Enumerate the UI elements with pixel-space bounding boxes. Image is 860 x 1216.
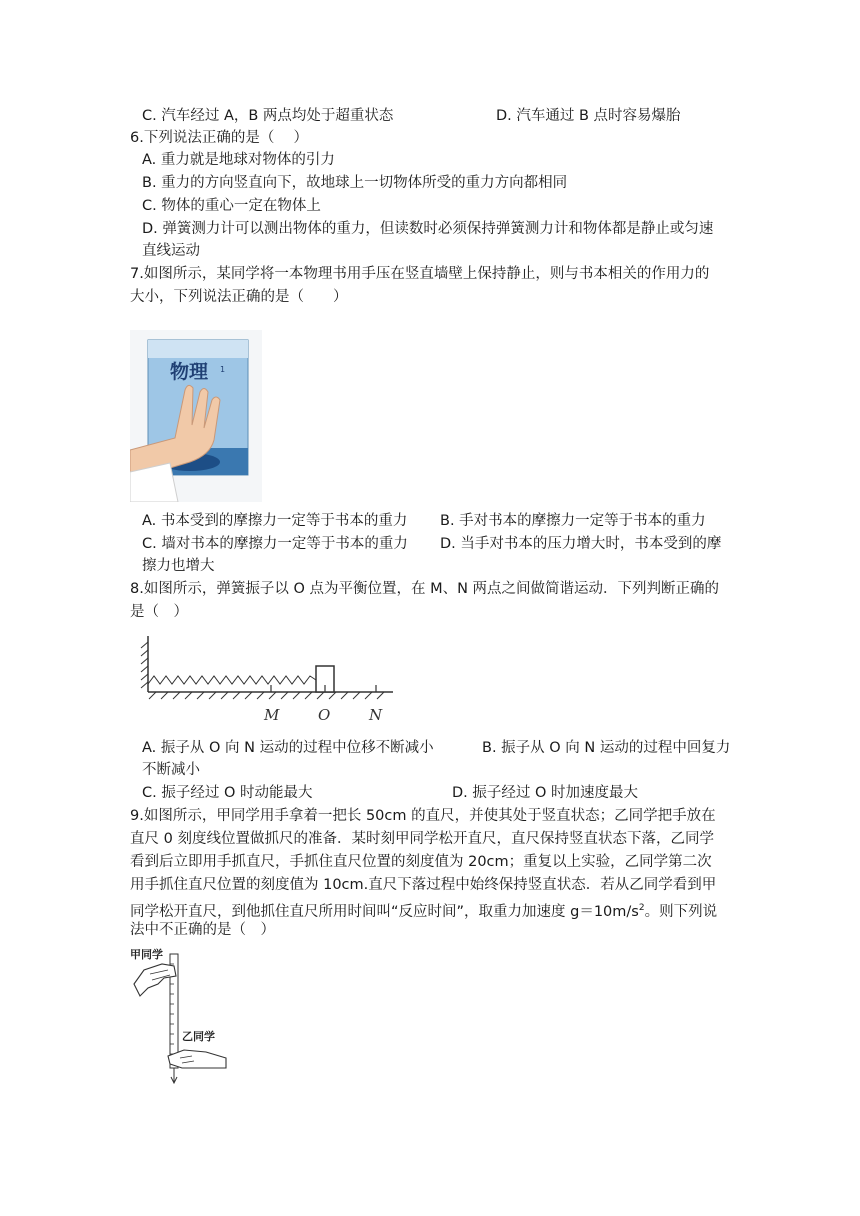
q8-option-d: D. 振子经过 O 时加速度最大 (452, 785, 639, 801)
q6-option-c: C. 物体的重心一定在物体上 (142, 198, 321, 214)
q9-stem-line1: 9.如图所示，甲同学用手拿着一把长 50cm 的直尺，并使其处于竖直状态；乙同学把手放在 (130, 808, 716, 824)
q5-option-c: C. 汽车经过 A，B 两点均处于超重状态 (142, 108, 394, 124)
q8-stem-line2: 是（ ） (130, 604, 188, 620)
q7-option-c: C. 墙对书本的摩擦力一定等于书本的重力 (142, 536, 408, 552)
ruler-drop-figure (128, 944, 240, 1084)
q8-option-c: C. 振子经过 O 时动能最大 (142, 785, 313, 801)
point-o-label: O (318, 706, 331, 724)
q6-option-d-line2: 直线运动 (142, 243, 200, 259)
q8-stem-line1: 8.如图所示，弹簧振子以 O 点为平衡位置，在 M、N 两点之间做简谐运动．下列判断正确的 (130, 581, 720, 597)
q7-option-b: B. 手对书本的摩擦力一定等于书本的重力 (440, 513, 706, 529)
q9-stem-line2: 直尺 0 刻度线位置做抓尺的准备．某时刻甲同学松开直尺，直尺保持竖直状态下落，乙同学 (130, 831, 714, 847)
q8-option-b: B. 振子从 O 向 N 运动的过程中回复力 (482, 740, 731, 756)
q5-option-d: D. 汽车通过 B 点时容易爆胎 (496, 108, 681, 124)
book-on-wall-figure (130, 330, 262, 502)
q8-option-b-line2: 不断减小 (142, 762, 200, 778)
q6-option-b: B. 重力的方向竖直向下，故地球上一切物体所受的重力方向都相同 (142, 175, 568, 191)
q6-option-a: A. 重力就是地球对物体的引力 (142, 152, 335, 168)
q9-stem-line6: 法中不正确的是（ ） (130, 922, 275, 938)
point-m-label: M (264, 706, 280, 724)
q9-stem-line5 (130, 898, 717, 922)
q7-stem-line1: 7.如图所示，某同学将一本物理书用手压在竖直墙壁上保持静止，则与书本相关的作用力的 (130, 266, 710, 282)
q7-stem-line2: 大小，下列说法正确的是（ ） (130, 289, 348, 305)
q6-stem: 6.下列说法正确的是（ ） (130, 130, 308, 146)
q9-stem-line5-text: 同学松开直尺，到他抓住直尺所用时间叫“反应时间”，取重力加速度 g＝10m/s (130, 903, 639, 920)
spring-oscillator-figure (138, 632, 400, 728)
book-volume-text: 1 (220, 365, 226, 374)
q8-option-a: A. 振子从 O 向 N 运动的过程中位移不断减小 (142, 740, 434, 756)
q9-stem-line5-tail: 。则下列说 (644, 903, 718, 920)
q7-option-d-line2: 擦力也增大 (142, 558, 215, 574)
q7-option-d-line1: D. 当手对书本的压力增大时，书本受到的摩 (440, 536, 722, 552)
point-n-label: N (369, 706, 383, 724)
book-title-text: 物理 (170, 361, 209, 383)
q9-stem-line4: 用手抓住直尺位置的刻度值为 10cm.直尺下落过程中始终保持竖直状态．若从乙同学看到甲 (130, 877, 717, 893)
q9-stem-line5-superscript: 2 (638, 903, 645, 913)
student-jia-label: 甲同学 (130, 948, 163, 961)
q7-option-a: A. 书本受到的摩擦力一定等于书本的重力 (142, 513, 408, 529)
q9-stem-line3: 看到后立即用手抓直尺，手抓住直尺位置的刻度值为 20cm；重复以上实验，乙同学第二次 (130, 854, 712, 870)
student-yi-label: 乙同学 (182, 1030, 215, 1043)
q6-option-d-line1: D. 弹簧测力计可以测出物体的重力，但读数时必须保持弹簧测力计和物体都是静止或匀速 (142, 221, 714, 237)
